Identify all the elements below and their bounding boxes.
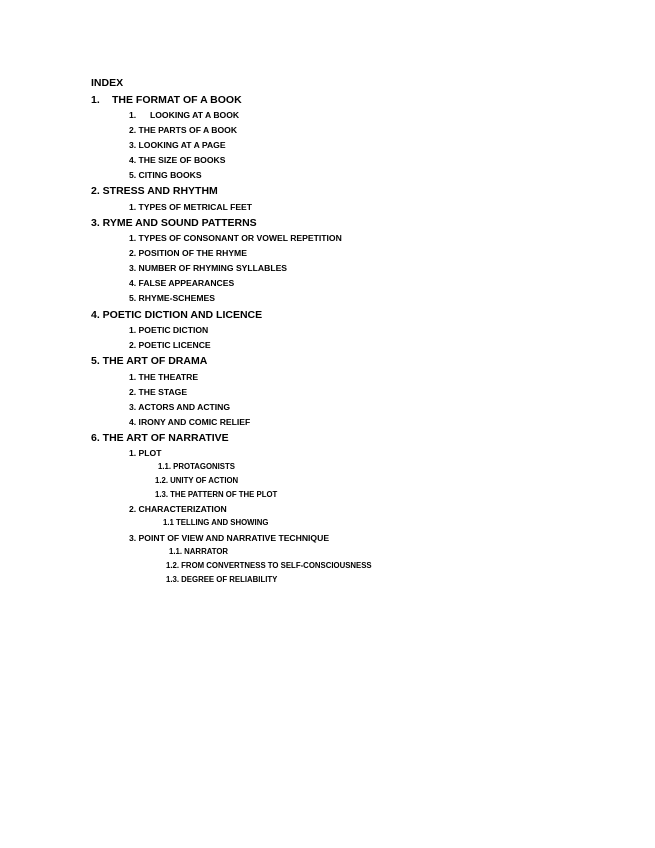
section-3-item-5: 5. RHYME-SCHEMES xyxy=(129,293,215,303)
section-1-label: THE FORMAT OF A BOOK xyxy=(112,94,242,106)
section-3-item-4: 4. FALSE APPEARANCES xyxy=(129,278,235,288)
section-4-item-2: 2. POETIC LICENCE xyxy=(129,340,211,350)
section-5-item-2: 2. THE STAGE xyxy=(129,387,188,397)
section-1-item-5: 5. CITING BOOKS xyxy=(129,170,202,180)
section-6-item-3-sub-1: 1.1. NARRATOR xyxy=(169,547,229,556)
section-1-item-2: 2. THE PARTS OF A BOOK xyxy=(129,125,238,135)
section-6-item-2-sub-1: 1.1 TELLING AND SHOWING xyxy=(163,518,269,527)
section-2-heading: 2. STRESS AND RHYTHM xyxy=(91,185,218,197)
section-1-item-4: 4. THE SIZE OF BOOKS xyxy=(129,155,226,165)
section-6-item-1: 1. PLOT xyxy=(129,448,162,458)
section-1-number: 1. xyxy=(91,94,100,106)
section-2-item-1: 1. TYPES OF METRICAL FEET xyxy=(129,202,253,212)
section-3-item-1: 1. TYPES OF CONSONANT OR VOWEL REPETITION xyxy=(129,233,342,243)
section-3-heading: 3. RYME AND SOUND PATTERNS xyxy=(91,217,257,229)
section-4-item-1: 1. POETIC DICTION xyxy=(129,325,209,335)
section-1-heading xyxy=(91,94,242,106)
section-3-item-2: 2. POSITION OF THE RHYME xyxy=(129,248,247,258)
section-5-item-4: 4. IRONY AND COMIC RELIEF xyxy=(129,417,251,427)
section-6-item-1-sub-3: 1.3. THE PATTERN OF THE PLOT xyxy=(155,490,278,499)
section-6-item-2: 2. CHARACTERIZATION xyxy=(129,504,227,514)
section-6-item-3-sub-3: 1.3. DEGREE OF RELIABILITY xyxy=(166,575,278,584)
section-1-item-3: 3. LOOKING AT A PAGE xyxy=(129,140,226,150)
section-1-item-1 xyxy=(129,110,239,120)
section-3-item-3: 3. NUMBER OF RHYMING SYLLABLES xyxy=(129,263,288,273)
section-4-heading: 4. POETIC DICTION AND LICENCE xyxy=(91,309,263,321)
section-5-heading: 5. THE ART OF DRAMA xyxy=(91,355,208,367)
section-1-item-1-label: LOOKING AT A BOOK xyxy=(150,110,240,120)
section-6-item-1-sub-2: 1.2. UNITY OF ACTION xyxy=(155,476,239,485)
section-5-item-1: 1. THE THEATRE xyxy=(129,372,199,382)
section-5-item-3: 3. ACTORS AND ACTING xyxy=(129,402,231,412)
index-title: INDEX xyxy=(91,77,124,89)
section-6-item-1-sub-1: 1.1. PROTAGONISTS xyxy=(158,462,235,471)
section-1-item-1-number: 1. xyxy=(129,110,137,120)
section-6-item-3-sub-2: 1.2. FROM CONVERTNESS TO SELF-CONSCIOUSNESS xyxy=(166,561,372,570)
section-6-item-3: 3. POINT OF VIEW AND NARRATIVE TECHNIQUE xyxy=(129,533,330,543)
section-6-heading: 6. THE ART OF NARRATIVE xyxy=(91,432,229,444)
